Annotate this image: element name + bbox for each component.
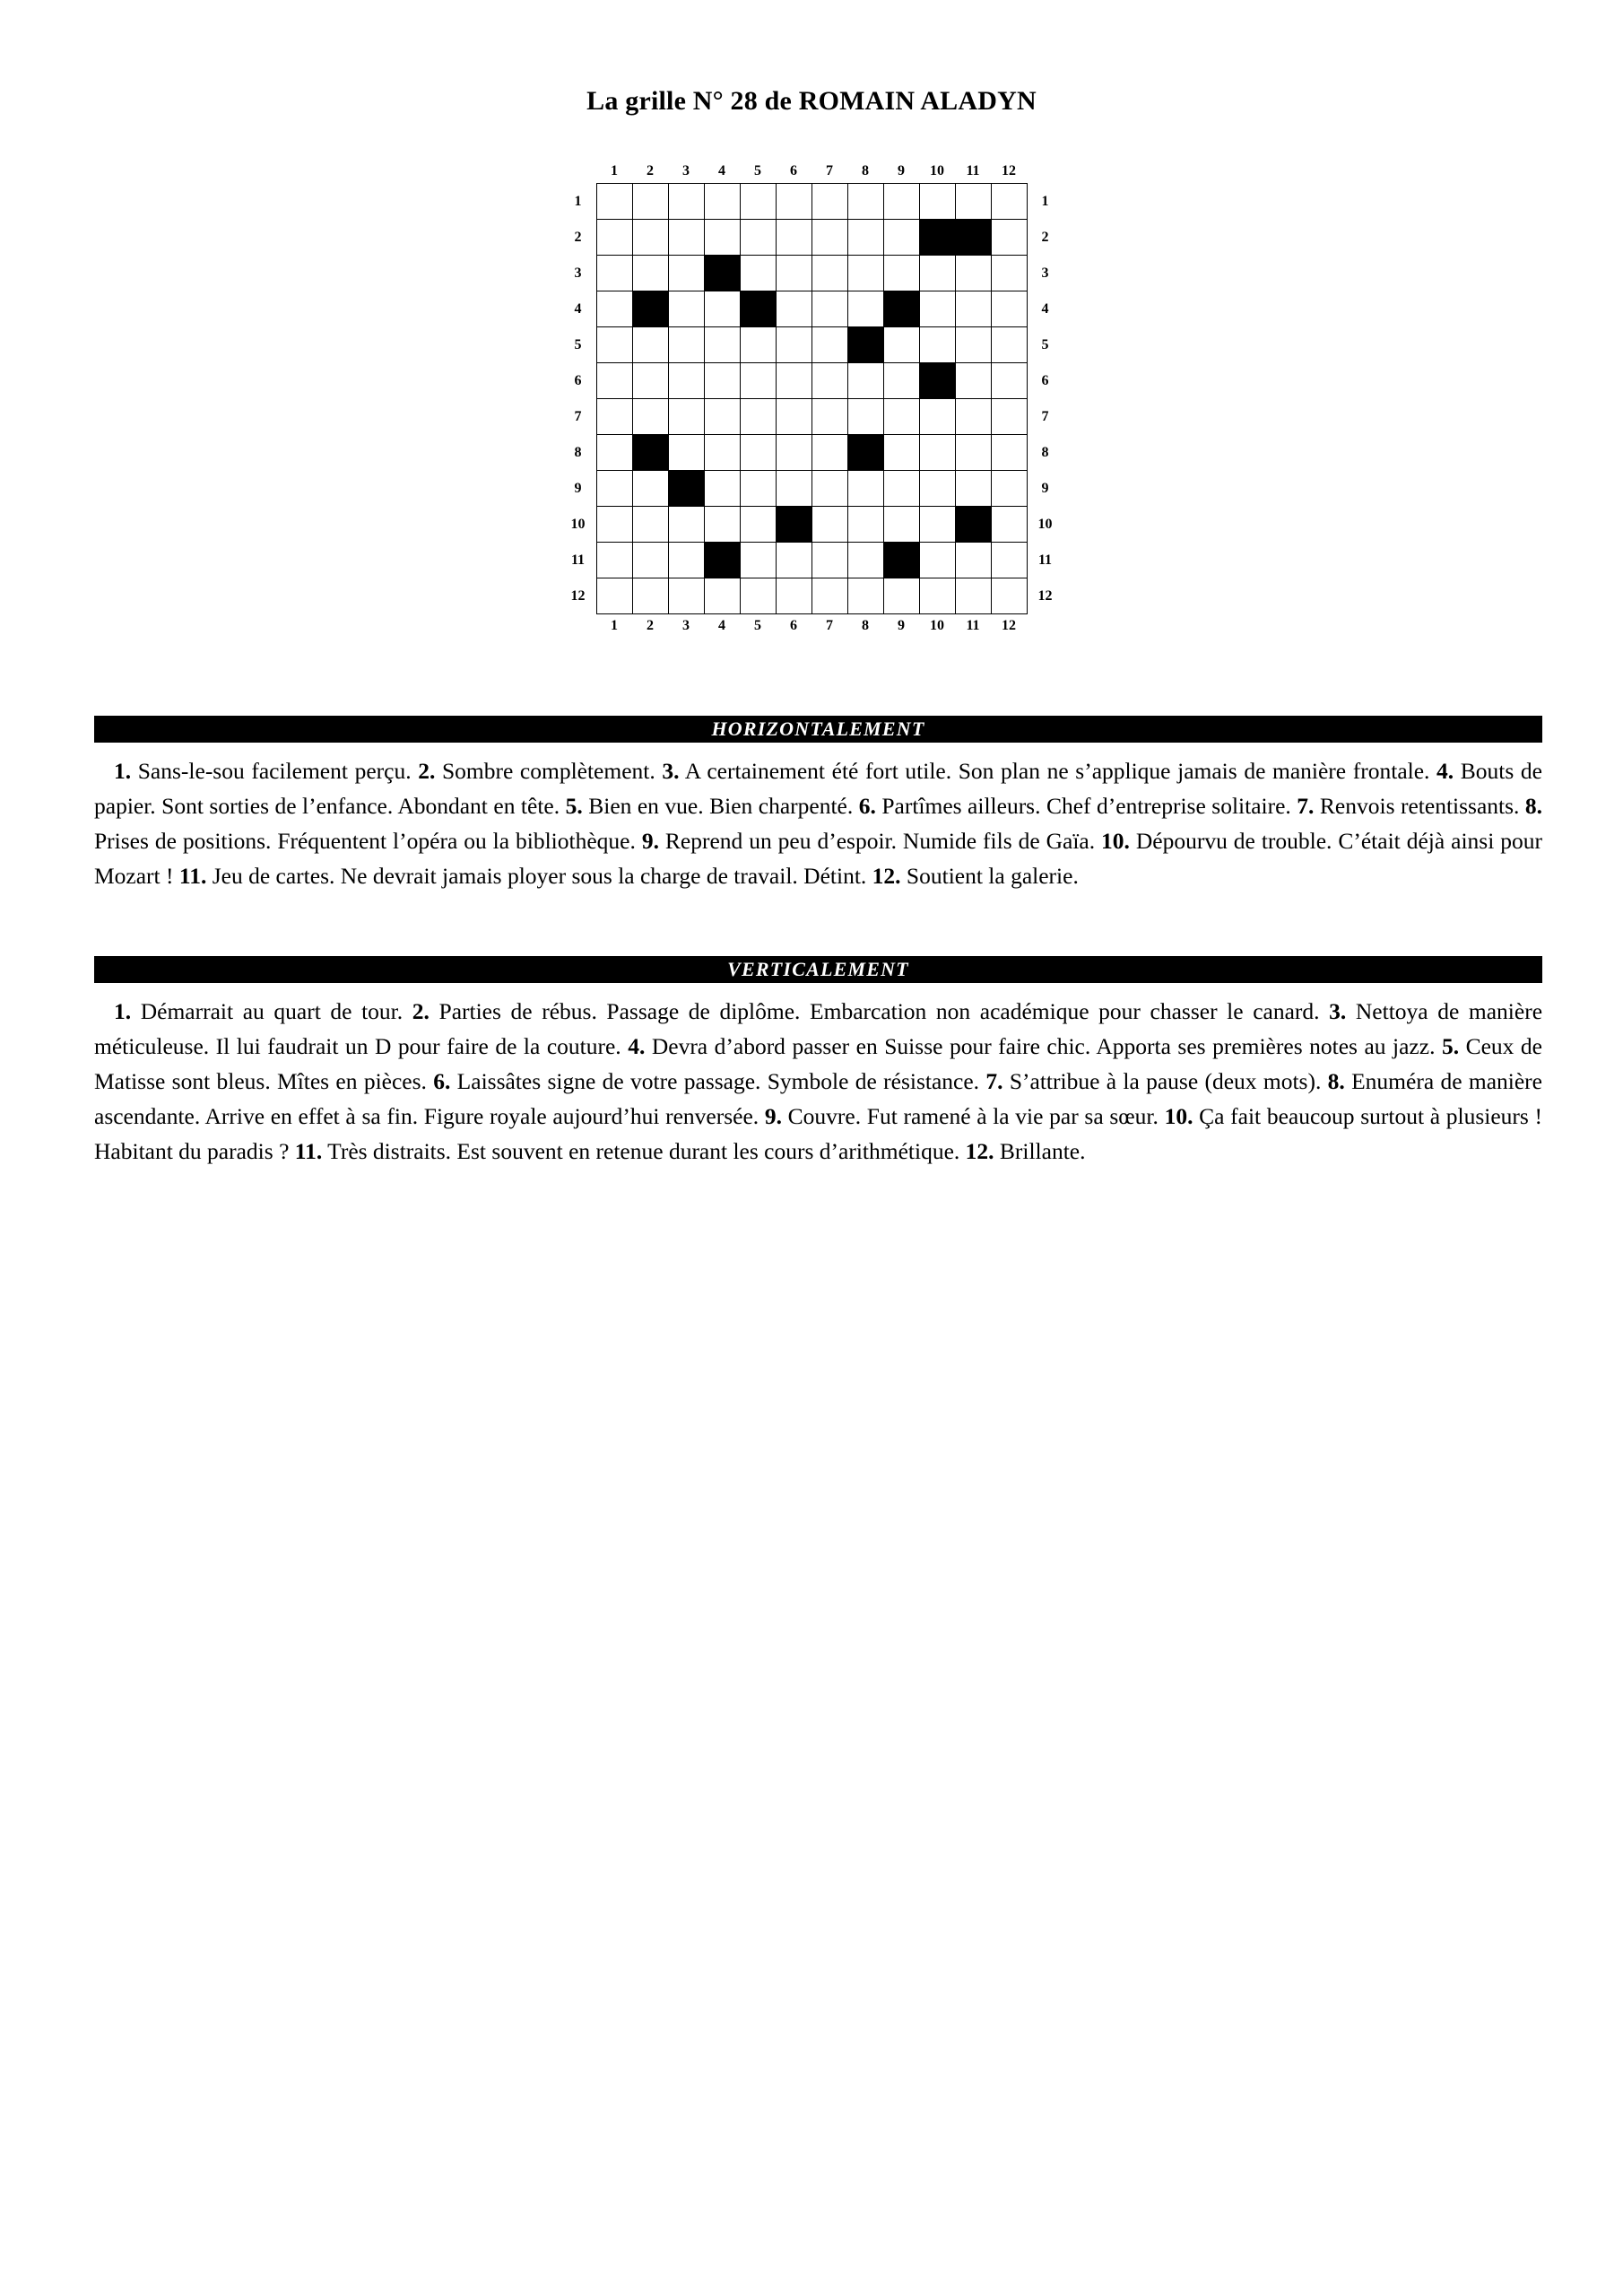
grid-cell[interactable] (847, 543, 883, 578)
grid-cell[interactable] (668, 543, 704, 578)
grid-row-number-right-11: 11 (1037, 552, 1053, 568)
grid-cell[interactable] (740, 578, 776, 614)
grid-cell[interactable] (704, 363, 740, 399)
grid-cell[interactable] (668, 184, 704, 220)
grid-cell[interactable] (704, 327, 740, 363)
grid-cell[interactable] (847, 363, 883, 399)
grid-column-number-bottom-11: 11 (966, 618, 980, 633)
grid-cell[interactable] (668, 507, 704, 543)
grid-cell[interactable] (632, 184, 668, 220)
grid-row (560, 543, 1063, 578)
grid-cell[interactable] (883, 363, 919, 399)
grid-row-number-left-3: 3 (574, 265, 582, 281)
grid-column-number-top-10: 10 (930, 163, 944, 178)
clue-horizontal-text-6: Partîmes ailleurs. Chef d’entreprise solitaire. (875, 793, 1298, 819)
grid-cell[interactable] (596, 435, 632, 471)
grid-cell[interactable] (883, 471, 919, 507)
grid-cell[interactable] (919, 184, 955, 220)
grid-cell[interactable] (776, 184, 812, 220)
grid-column-number-top-1: 1 (611, 163, 618, 178)
grid-cell[interactable] (812, 435, 847, 471)
grid-cell[interactable] (919, 256, 955, 291)
grid-block-cell (919, 220, 955, 256)
clue-vertical-text-12: Brillante. (994, 1138, 1086, 1164)
grid-column-number-bottom-1: 1 (611, 618, 618, 633)
grid-cell[interactable] (596, 543, 632, 578)
grid-cell[interactable] (632, 327, 668, 363)
grid-block-cell (704, 256, 740, 291)
grid-cell[interactable] (776, 291, 812, 327)
grid-row (560, 327, 1063, 363)
grid-cell[interactable] (955, 256, 991, 291)
clue-horizontal-number-12: 12. (872, 863, 901, 889)
grid-cell[interactable] (847, 256, 883, 291)
grid-cell[interactable] (847, 184, 883, 220)
grid-cell[interactable] (955, 291, 991, 327)
grid-cell[interactable] (668, 327, 704, 363)
clue-vertical-number-11: 11. (294, 1138, 323, 1164)
grid-cell[interactable] (704, 220, 740, 256)
grid-cell[interactable] (991, 399, 1027, 435)
grid-cell[interactable] (991, 578, 1027, 614)
clue-vertical-number-5: 5. (1441, 1033, 1460, 1059)
grid-cell[interactable] (740, 363, 776, 399)
grid-column-number-bottom-6: 6 (790, 618, 797, 633)
clue-horizontal-text-5: Bien en vue. Bien charpenté. (582, 793, 859, 819)
grid-row-number-left-10: 10 (570, 516, 586, 532)
grid-row (560, 291, 1063, 327)
grid-cell[interactable] (955, 363, 991, 399)
clue-horizontal-number-7: 7. (1297, 793, 1315, 819)
grid-row (560, 363, 1063, 399)
grid-cell[interactable] (596, 220, 632, 256)
grid-cell[interactable] (776, 220, 812, 256)
grid-cell[interactable] (776, 256, 812, 291)
grid-cell[interactable] (668, 291, 704, 327)
grid-cell[interactable] (812, 507, 847, 543)
section-header-verticalement: VERTICALEMENT (94, 956, 1542, 983)
grid-cell[interactable] (668, 435, 704, 471)
grid-cell[interactable] (812, 363, 847, 399)
grid-cell[interactable] (668, 399, 704, 435)
grid-row-number-left-11: 11 (570, 552, 586, 568)
grid-cell[interactable] (919, 578, 955, 614)
grid-cell[interactable] (919, 399, 955, 435)
grid-cell[interactable] (883, 327, 919, 363)
clue-horizontal-number-3: 3. (662, 758, 680, 784)
grid-cell[interactable] (955, 435, 991, 471)
clue-vertical-text-3: Nettoya de manière méticuleuse. Il lui faudrait un D pour faire de la couture. (94, 998, 1543, 1059)
grid-row-number-right-10: 10 (1037, 516, 1053, 532)
grid-cell[interactable] (812, 291, 847, 327)
grid-row-number-right-7: 7 (1041, 408, 1049, 424)
clue-horizontal-number-5: 5. (565, 793, 583, 819)
grid-row-number-left-5: 5 (574, 336, 582, 352)
grid-row-number-right-12: 12 (1037, 587, 1053, 604)
grid-cell[interactable] (704, 399, 740, 435)
clue-vertical-number-6: 6. (433, 1068, 451, 1094)
clues-horizontalement (94, 753, 1542, 893)
grid-block-cell (955, 507, 991, 543)
grid-block-cell (883, 543, 919, 578)
grid-row-number-right-2: 2 (1041, 229, 1049, 245)
grid-cell[interactable] (704, 184, 740, 220)
grid-row-number-right-9: 9 (1041, 480, 1049, 496)
grid-cell[interactable] (704, 291, 740, 327)
grid-cell[interactable] (776, 327, 812, 363)
grid-column-number-top-7: 7 (826, 163, 833, 178)
grid-row-number-right-8: 8 (1041, 444, 1049, 460)
clue-vertical-number-2: 2. (412, 998, 430, 1024)
grid-cell[interactable] (919, 471, 955, 507)
grid-cell[interactable] (740, 507, 776, 543)
clue-vertical-number-10: 10. (1164, 1103, 1193, 1129)
grid-cell[interactable] (632, 220, 668, 256)
clue-vertical-text-4: Devra d’abord passer en Suisse pour faire chic. Apporta ses premières notes au jazz. (645, 1033, 1442, 1059)
grid-row-number-right-4: 4 (1041, 300, 1049, 317)
grid-cell[interactable] (847, 399, 883, 435)
grid-block-cell (847, 327, 883, 363)
grid-block-cell (704, 543, 740, 578)
grid-cell[interactable] (991, 327, 1027, 363)
clue-vertical-text-8: Enuméra de manière ascendante. Arrive en effet à sa fin. Figure royale aujourd’hui renversée. (94, 1068, 1542, 1129)
grid-cell[interactable] (740, 435, 776, 471)
grid-row-number-left-2: 2 (574, 229, 582, 245)
clue-horizontal-number-11: 11. (178, 863, 207, 889)
clue-vertical-text-11: Très distraits. Est souvent en retenue durant les cours d’arithmétique. (322, 1138, 966, 1164)
grid-row-number-right-5: 5 (1041, 336, 1049, 352)
grid-row (560, 507, 1063, 543)
grid-corner-spacer (1027, 614, 1063, 639)
grid-cell[interactable] (955, 471, 991, 507)
grid-cell[interactable] (847, 291, 883, 327)
grid-column-header-row-top (560, 160, 1063, 184)
grid-cell[interactable] (991, 471, 1027, 507)
clue-vertical-number-3: 3. (1329, 998, 1347, 1024)
grid-block-cell (955, 220, 991, 256)
grid-row-number-right-6: 6 (1041, 372, 1049, 388)
grid-cell[interactable] (632, 578, 668, 614)
crossword-grid-container (0, 160, 1623, 638)
grid-cell[interactable] (740, 220, 776, 256)
clue-horizontal-number-10: 10. (1101, 828, 1130, 854)
grid-cell[interactable] (847, 471, 883, 507)
grid-cell[interactable] (632, 543, 668, 578)
grid-row-number-left-12: 12 (570, 587, 586, 604)
grid-cell[interactable] (919, 543, 955, 578)
clue-horizontal-number-4: 4. (1436, 758, 1454, 784)
grid-column-number-bottom-2: 2 (647, 618, 654, 633)
clue-horizontal-text-12: Soutient la galerie. (900, 863, 1079, 889)
clue-horizontal-text-2: Sombre complètement. (435, 758, 663, 784)
grid-cell[interactable] (919, 507, 955, 543)
grid-cell[interactable] (991, 184, 1027, 220)
grid-cell[interactable] (596, 291, 632, 327)
grid-column-number-top-2: 2 (647, 163, 654, 178)
clue-vertical-text-5: Ceux de Matisse sont bleus. Mîtes en pièces. (94, 1033, 1542, 1094)
grid-column-header-row-bottom (560, 614, 1063, 639)
clue-vertical-number-9: 9. (764, 1103, 782, 1129)
grid-cell[interactable] (596, 256, 632, 291)
grid-cell[interactable] (776, 578, 812, 614)
grid-cell[interactable] (632, 363, 668, 399)
clue-vertical-text-6: Laissâtes signe de votre passage. Symbole de résistance. (450, 1068, 986, 1094)
section-header-horizontalement: HORIZONTALEMENT (94, 716, 1542, 743)
grid-corner-spacer (560, 614, 597, 639)
page-title: La grille N° 28 de ROMAIN ALADYN (586, 86, 1037, 116)
grid-column-number-bottom-3: 3 (682, 618, 690, 633)
grid-block-cell (668, 471, 704, 507)
clue-horizontal-number-8: 8. (1524, 793, 1543, 819)
crossword-grid[interactable] (560, 160, 1063, 638)
clue-vertical-text-2: Parties de rébus. Passage de diplôme. Embarcation non académique pour chasser le canard. (429, 998, 1330, 1024)
grid-column-number-top-4: 4 (718, 163, 725, 178)
grid-column-number-top-6: 6 (790, 163, 797, 178)
grid-cell[interactable] (596, 184, 632, 220)
grid-row (560, 471, 1063, 507)
clue-vertical-number-1: 1. (114, 998, 132, 1024)
clue-horizontal-text-4: Bouts de papier. Sont sorties de l’enfance. Abondant en tête. (94, 758, 1543, 819)
grid-row (560, 578, 1063, 614)
grid-cell[interactable] (668, 256, 704, 291)
grid-row (560, 256, 1063, 291)
grid-cell[interactable] (740, 543, 776, 578)
grid-cell[interactable] (812, 399, 847, 435)
grid-block-cell (632, 435, 668, 471)
grid-cell[interactable] (883, 184, 919, 220)
grid-cell[interactable] (596, 471, 632, 507)
grid-cell[interactable] (883, 435, 919, 471)
clue-horizontal-number-9: 9. (641, 828, 659, 854)
clue-vertical-text-7: S’attribue à la pause (deux mots). (1002, 1068, 1328, 1094)
grid-cell[interactable] (740, 256, 776, 291)
grid-cell[interactable] (955, 578, 991, 614)
grid-cell[interactable] (883, 220, 919, 256)
grid-cell[interactable] (812, 471, 847, 507)
clue-horizontal-text-3: A certainement été fort utile. Son plan ne s’applique jamais de manière frontale. (679, 758, 1437, 784)
grid-cell[interactable] (668, 220, 704, 256)
grid-block-cell (740, 291, 776, 327)
grid-row-number-left-8: 8 (574, 444, 582, 460)
grid-cell[interactable] (596, 578, 632, 614)
grid-column-number-top-8: 8 (862, 163, 869, 178)
grid-cell[interactable] (991, 435, 1027, 471)
grid-cell[interactable] (991, 507, 1027, 543)
grid-cell[interactable] (776, 435, 812, 471)
grid-column-number-top-3: 3 (682, 163, 690, 178)
grid-row-number-left-1: 1 (574, 193, 582, 209)
grid-cell[interactable] (883, 578, 919, 614)
grid-column-number-top-11: 11 (966, 163, 980, 178)
grid-cell[interactable] (776, 363, 812, 399)
clue-vertical-text-9: Couvre. Fut ramené à la vie par sa sœur. (781, 1103, 1165, 1129)
grid-column-number-top-12: 12 (1002, 163, 1016, 178)
grid-cell[interactable] (776, 471, 812, 507)
grid-row (560, 435, 1063, 471)
grid-column-number-bottom-4: 4 (718, 618, 725, 633)
grid-block-cell (847, 435, 883, 471)
grid-cell[interactable] (596, 507, 632, 543)
grid-cell[interactable] (991, 543, 1027, 578)
grid-cell[interactable] (991, 291, 1027, 327)
grid-column-number-bottom-5: 5 (754, 618, 761, 633)
grid-row-number-right-3: 3 (1041, 265, 1049, 281)
grid-column-number-bottom-10: 10 (930, 618, 944, 633)
grid-cell[interactable] (812, 256, 847, 291)
clue-vertical-number-12: 12. (965, 1138, 994, 1164)
grid-cell[interactable] (740, 184, 776, 220)
grid-cell[interactable] (883, 399, 919, 435)
grid-cell[interactable] (991, 363, 1027, 399)
grid-column-number-bottom-8: 8 (862, 618, 869, 633)
grid-block-cell (883, 291, 919, 327)
grid-cell[interactable] (704, 471, 740, 507)
clue-horizontal-text-8: Prises de positions. Fréquentent l’opéra ou la bibliothèque. (94, 828, 642, 854)
grid-row (560, 220, 1063, 256)
grid-cell[interactable] (596, 363, 632, 399)
grid-cell[interactable] (740, 399, 776, 435)
grid-row-number-right-1: 1 (1041, 193, 1049, 209)
grid-cell[interactable] (704, 507, 740, 543)
grid-cell[interactable] (740, 471, 776, 507)
grid-cell[interactable] (847, 507, 883, 543)
grid-column-number-bottom-7: 7 (826, 618, 833, 633)
clue-vertical-number-4: 4. (628, 1033, 646, 1059)
clue-vertical-number-8: 8. (1327, 1068, 1345, 1094)
grid-cell[interactable] (812, 327, 847, 363)
grid-cell[interactable] (596, 399, 632, 435)
grid-row-number-left-9: 9 (574, 480, 582, 496)
grid-column-number-top-5: 5 (754, 163, 761, 178)
grid-corner-spacer (560, 160, 597, 184)
grid-cell[interactable] (632, 471, 668, 507)
clue-horizontal-text-11: Jeu de cartes. Ne devrait jamais ployer sous la charge de travail. Détint. (206, 863, 872, 889)
grid-corner-spacer (1027, 160, 1063, 184)
grid-cell[interactable] (883, 507, 919, 543)
grid-column-number-top-9: 9 (898, 163, 905, 178)
grid-cell[interactable] (955, 327, 991, 363)
grid-cell[interactable] (919, 327, 955, 363)
grid-row-number-left-6: 6 (574, 372, 582, 388)
grid-row (560, 399, 1063, 435)
grid-cell[interactable] (704, 578, 740, 614)
grid-block-cell (632, 291, 668, 327)
grid-cell[interactable] (596, 327, 632, 363)
grid-cell[interactable] (812, 543, 847, 578)
grid-cell[interactable] (812, 578, 847, 614)
clue-horizontal-number-1: 1. (114, 758, 132, 784)
grid-column-number-bottom-9: 9 (898, 618, 905, 633)
grid-cell[interactable] (776, 399, 812, 435)
clue-horizontal-number-2: 2. (418, 758, 436, 784)
grid-cell[interactable] (955, 184, 991, 220)
grid-cell[interactable] (632, 507, 668, 543)
clue-horizontal-number-6: 6. (858, 793, 876, 819)
clue-vertical-number-7: 7. (985, 1068, 1003, 1094)
grid-row-number-left-4: 4 (574, 300, 582, 317)
grid-row (560, 184, 1063, 220)
grid-cell[interactable] (919, 291, 955, 327)
grid-cell[interactable] (668, 363, 704, 399)
grid-row-number-left-7: 7 (574, 408, 582, 424)
grid-cell[interactable] (812, 184, 847, 220)
grid-cell[interactable] (632, 256, 668, 291)
grid-cell[interactable] (991, 256, 1027, 291)
grid-cell[interactable] (955, 543, 991, 578)
clues-verticalement (94, 994, 1542, 1169)
grid-block-cell (776, 507, 812, 543)
grid-cell[interactable] (847, 220, 883, 256)
clue-horizontal-text-1: Sans-le-sou facilement perçu. (131, 758, 419, 784)
grid-cell[interactable] (704, 435, 740, 471)
grid-cell[interactable] (847, 578, 883, 614)
clue-horizontal-text-10: Dépourvu de trouble. C’était déjà ainsi pour Mozart ! (94, 828, 1542, 889)
grid-column-number-bottom-12: 12 (1002, 618, 1016, 633)
grid-cell[interactable] (812, 220, 847, 256)
grid-cell[interactable] (883, 256, 919, 291)
grid-cell[interactable] (740, 327, 776, 363)
grid-cell[interactable] (668, 578, 704, 614)
clue-horizontal-text-9: Reprend un peu d’espoir. Numide fils de Gaïa. (658, 828, 1102, 854)
clue-vertical-text-1: Démarrait au quart de tour. (131, 998, 412, 1024)
grid-block-cell (919, 363, 955, 399)
clue-vertical-text-10: Ça fait beaucoup surtout à plusieurs ! Habitant du paradis ? (94, 1103, 1543, 1164)
grid-cell[interactable] (955, 399, 991, 435)
grid-cell[interactable] (776, 543, 812, 578)
clue-horizontal-text-7: Renvois retentissants. (1314, 793, 1525, 819)
grid-cell[interactable] (919, 435, 955, 471)
grid-cell[interactable] (991, 220, 1027, 256)
grid-cell[interactable] (632, 399, 668, 435)
